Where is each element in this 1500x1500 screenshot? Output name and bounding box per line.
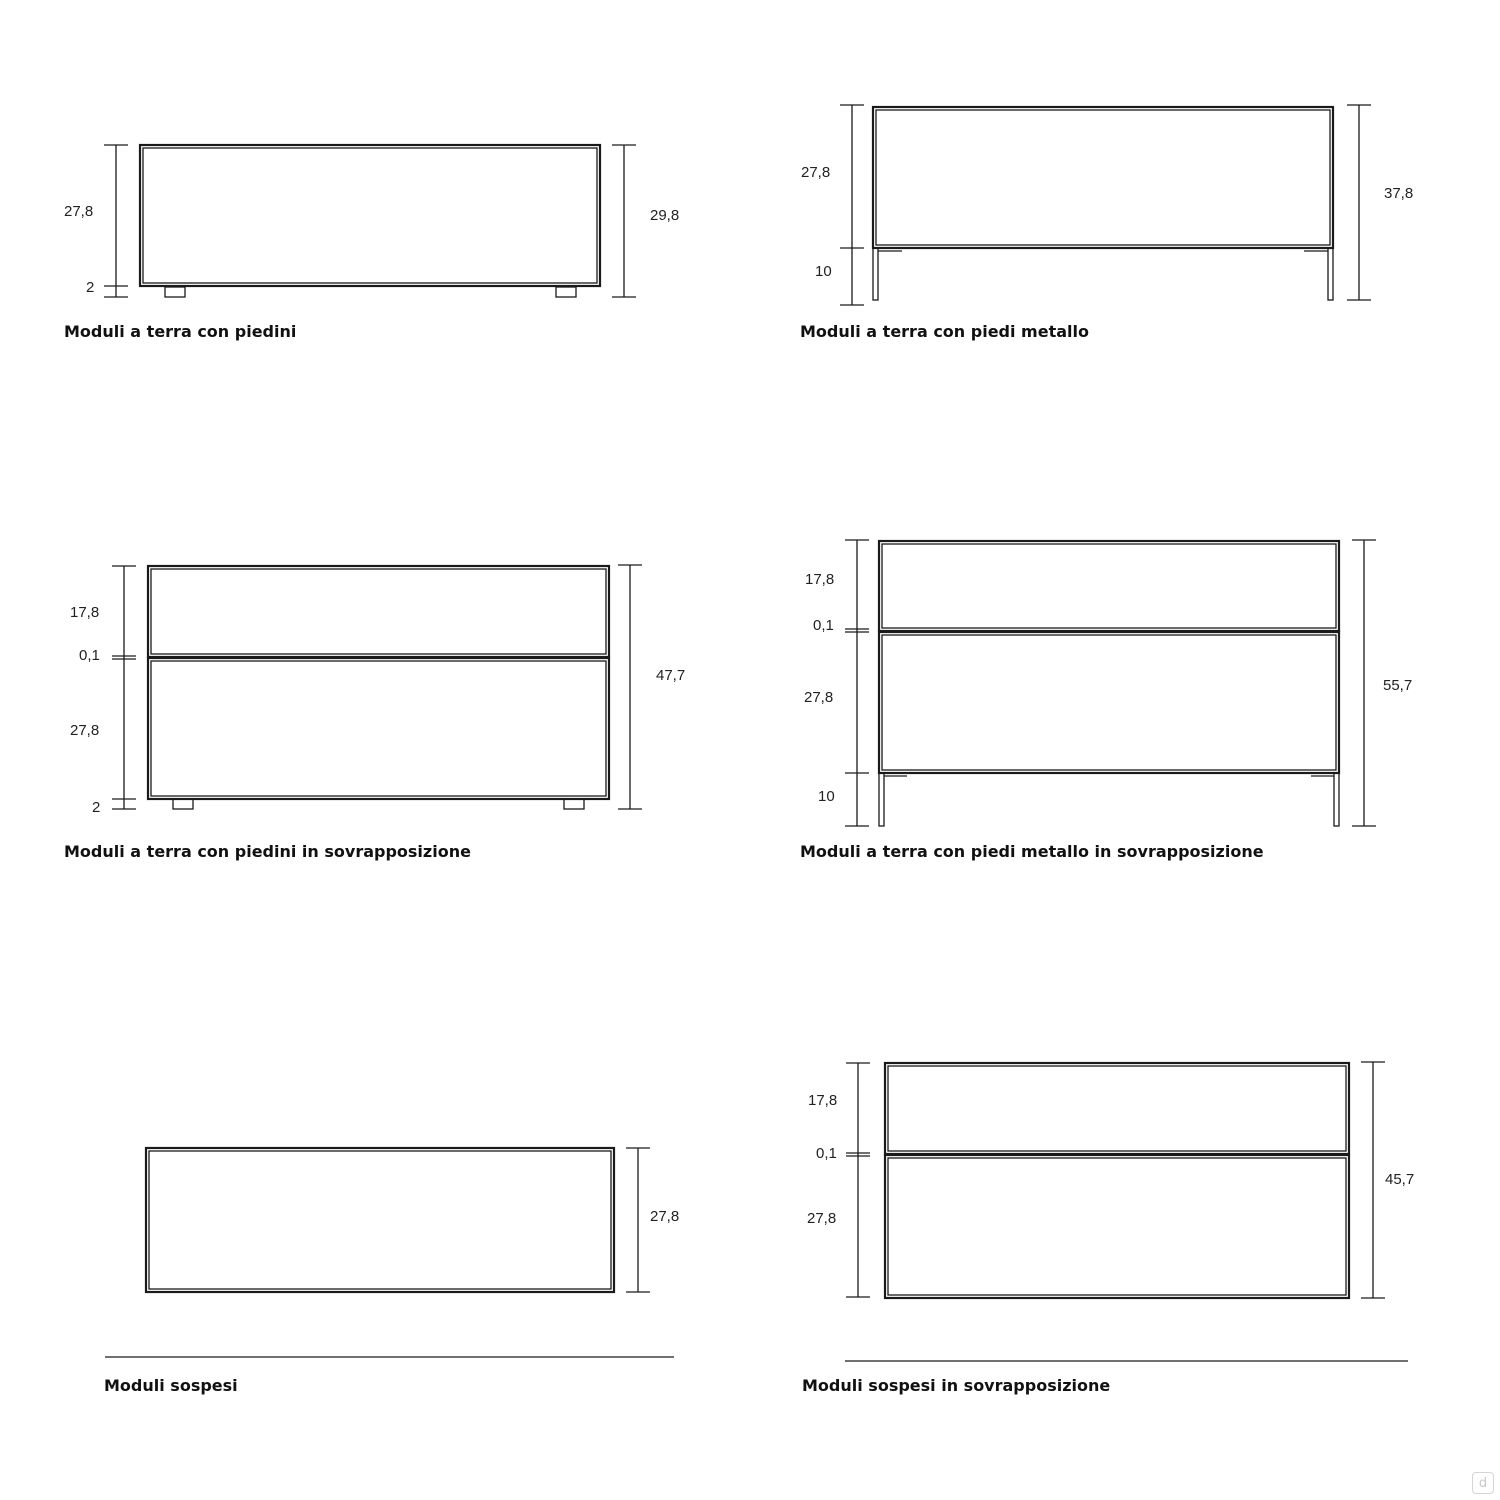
foot-left (165, 287, 185, 297)
dimension-feet: 2 (92, 799, 101, 816)
module-wall-hung (104, 1148, 679, 1395)
dimension-legs: 10 (815, 263, 832, 280)
dimension-top: 17,8 (808, 1092, 838, 1109)
dimension-body: 27,8 (801, 164, 831, 181)
dimension-legs: 10 (818, 788, 835, 805)
dimension-bottom: 27,8 (807, 1210, 837, 1227)
dimension-gap: 0,1 (813, 617, 834, 634)
module-stacked-metal-legs (800, 540, 1412, 861)
module-caption: Moduli a terra con piedi metallo (800, 322, 1089, 341)
cabinet-bottom (885, 1155, 1349, 1298)
dimension-gap: 0,1 (79, 647, 100, 664)
dimension-total: 55,7 (1383, 677, 1413, 694)
foot-right (564, 799, 584, 809)
dimension-body: 27,8 (64, 203, 94, 220)
module-caption: Moduli a terra con piedini in sovrapposizione (64, 842, 471, 861)
module-wall-hung-stacked (802, 1062, 1414, 1395)
cabinet-body (873, 107, 1333, 248)
module-stacked-feet (64, 565, 685, 861)
dimension-bottom: 27,8 (804, 689, 834, 706)
cabinet-top (885, 1063, 1349, 1154)
cabinet-body (140, 145, 600, 286)
dimension-bottom: 27,8 (70, 722, 100, 739)
dimension-feet: 2 (86, 279, 95, 296)
leg-right (1328, 248, 1333, 300)
cabinet-top (879, 541, 1339, 631)
dimension-gap: 0,1 (816, 1145, 837, 1162)
cabinet-body (146, 1148, 614, 1292)
leg-left (879, 773, 884, 826)
leg-left (873, 248, 878, 300)
cabinet-top (148, 566, 609, 657)
leg-right (1334, 773, 1339, 826)
watermark-letter: d (1478, 1476, 1488, 1491)
foot-left (173, 799, 193, 809)
module-caption: Moduli a terra con piedi metallo in sovrapposizione (800, 842, 1264, 861)
dimension-total: 27,8 (650, 1208, 680, 1225)
module-caption: Moduli sospesi in sovrapposizione (802, 1376, 1111, 1395)
watermark-logo (1472, 1472, 1494, 1494)
dimension-top: 17,8 (70, 604, 100, 621)
cabinet-bottom (879, 632, 1339, 773)
dimension-total: 47,7 (656, 667, 686, 684)
foot-right (556, 287, 576, 297)
module-caption: Moduli sospesi (104, 1376, 238, 1395)
dimension-total: 37,8 (1384, 185, 1414, 202)
module-caption: Moduli a terra con piedini (64, 322, 297, 341)
dimension-top: 17,8 (805, 571, 835, 588)
dimension-total: 29,8 (650, 207, 680, 224)
module-floor-feet (64, 145, 679, 341)
module-floor-metal-legs (800, 105, 1413, 341)
cabinet-bottom (148, 658, 609, 799)
dimension-total: 45,7 (1385, 1171, 1415, 1188)
